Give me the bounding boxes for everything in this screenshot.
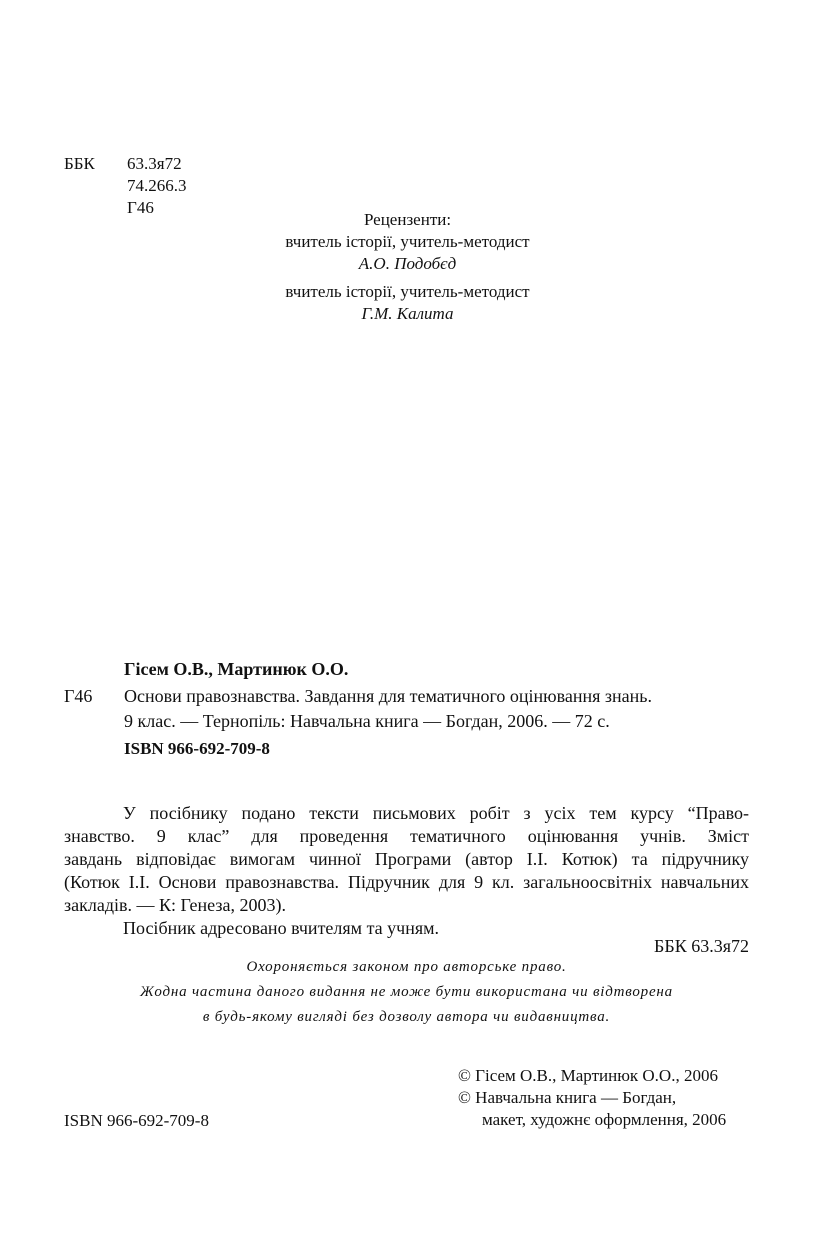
reviewer-name: А.О. Подобєд (358, 254, 457, 273)
abstract-line: завдань відповідає вимогам чинної Програми (автор І.І. Котюк) та підручнику (64, 849, 749, 869)
bbk-label: ББК (64, 154, 95, 173)
abstract-line: знавство. 9 клас” для проведення тематичного оцінювання учнів. Зміст (64, 826, 749, 846)
reviewer-position: вчитель історії, учитель-методист (285, 282, 530, 301)
copyright-line: © Навчальна книга — Богдан, (458, 1088, 677, 1107)
reviewer-name: Г.М. Калита (361, 304, 454, 323)
copyright-block (458, 1065, 726, 1131)
reviewers-block (200, 209, 615, 325)
notice-line: Жодна частина даного видання не може бути використана чи відтворена (140, 984, 673, 1000)
copyright-notice (64, 955, 749, 1030)
abstract-line: У посібнику подано тексти письмових робіт з усіх тем курсу “Право- (123, 803, 749, 823)
author-mark: Г46 (127, 198, 154, 217)
card-author-mark: Г46 (64, 686, 93, 706)
card-title: Основи правознавства. Завдання для тематичного оцінювання знань. (124, 686, 653, 706)
card-details: 9 клас. — Тернопіль: Навчальна книга — Богдан, 2006. — 72 с. (124, 711, 610, 731)
isbn-bottom: ISBN 966-692-709-8 (64, 1111, 209, 1130)
reviewer-position: вчитель історії, учитель-методист (285, 232, 530, 251)
abstract (64, 801, 749, 939)
card-authors: Гісем О.В., Мартинюк О.О. (124, 659, 349, 679)
abstract-line: Посібник адресовано вчителям та учням. (123, 918, 440, 938)
bbk-codes (127, 153, 187, 219)
abstract-line: закладів. — К: Генеза, 2003). (64, 895, 286, 915)
card-isbn: ISBN 966-692-709-8 (124, 739, 270, 758)
notice-line: Охороняється законом про авторське право. (246, 959, 567, 975)
reviewers-title: Рецензенти: (363, 210, 452, 229)
abstract-line: (Котюк І.І. Основи правознавства. Підручник для 9 кл. загальноосвітніх навчальних (64, 872, 749, 892)
abstract-bbk: ББК 63.3я72 (654, 936, 749, 956)
copyright-line: макет, художнє оформлення, 2006 (482, 1110, 727, 1129)
bbk-code: 74.266.3 (127, 176, 187, 195)
notice-line: в будь-якому вигляді без дозволу автора чи видавництва. (202, 1009, 611, 1025)
copyright-line: © Гісем О.В., Мартинюк О.О., 2006 (458, 1066, 718, 1085)
bbk-code: 63.3я72 (127, 154, 182, 173)
